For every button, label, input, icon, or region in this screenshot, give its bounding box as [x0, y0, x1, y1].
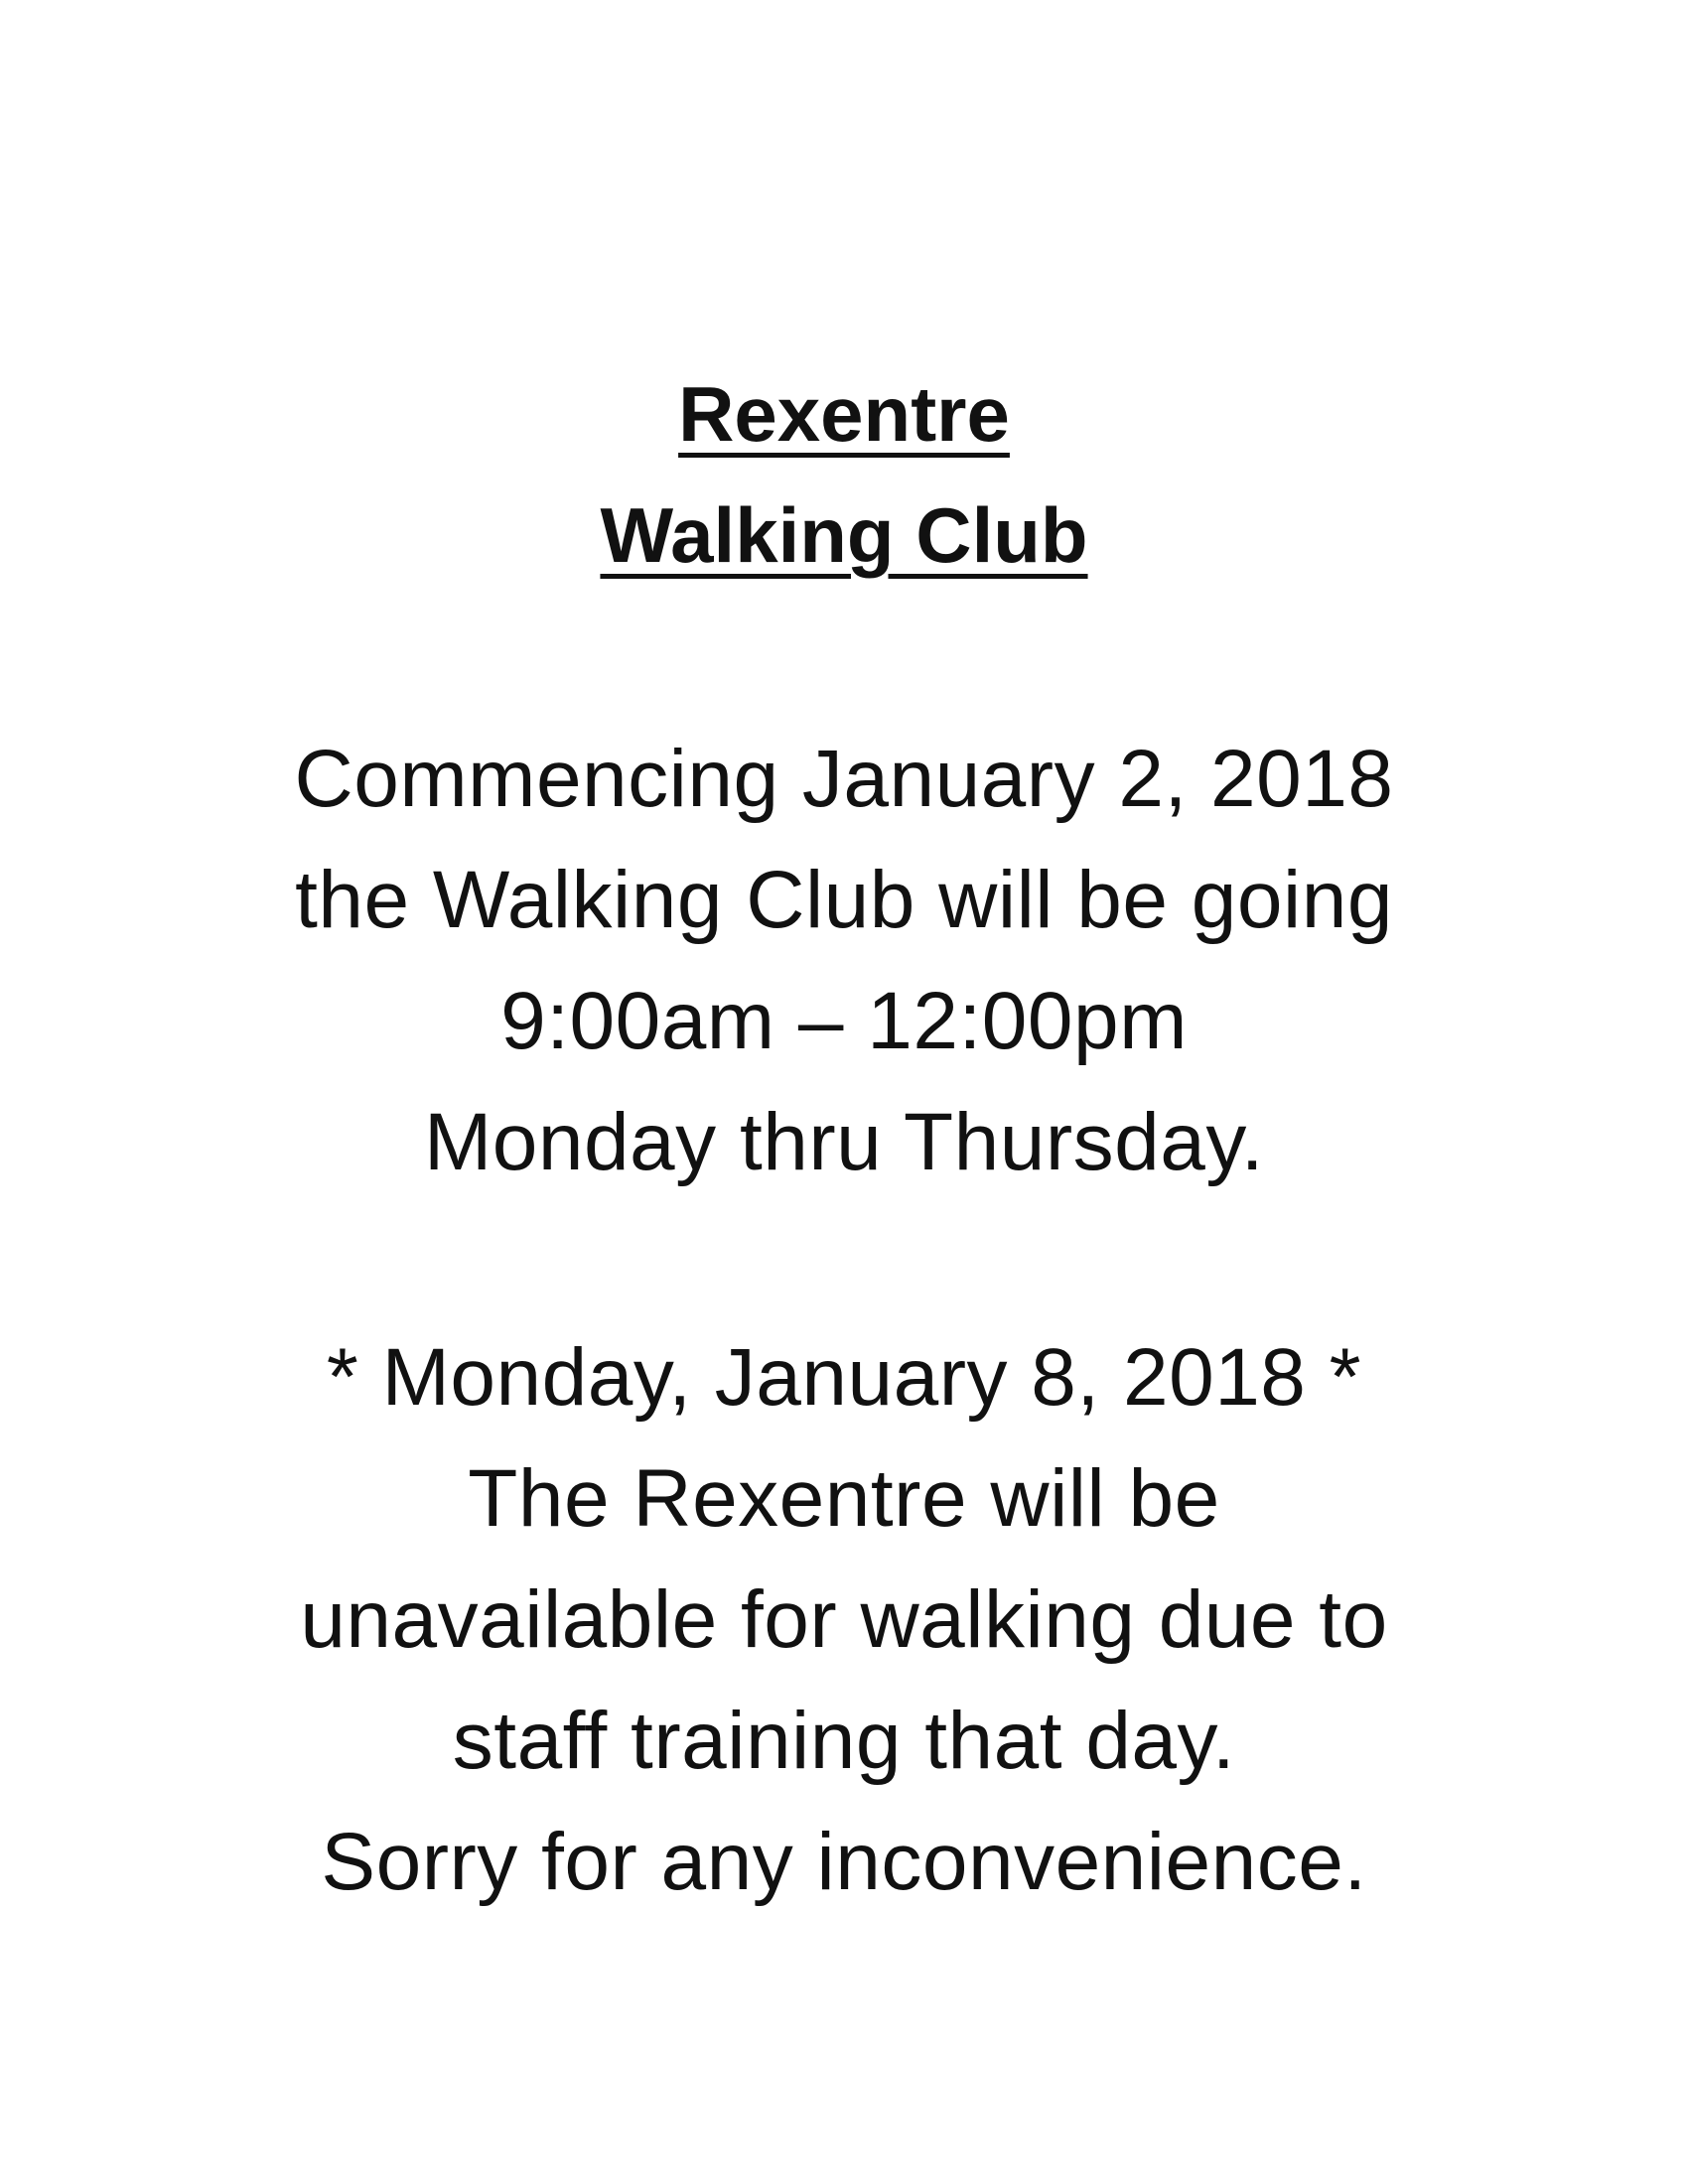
notice-line-training: staff training that day.	[452, 1696, 1236, 1786]
schedule-line-club-going: the Walking Club will be going	[295, 855, 1393, 945]
notice-line-rexentre: The Rexentre will be	[468, 1453, 1220, 1544]
schedule-line-hours: 9:00am – 12:00pm	[500, 976, 1188, 1066]
notice-line-date: * Monday, January 8, 2018 *	[326, 1332, 1362, 1423]
schedule-paragraph	[0, 719, 1688, 1203]
notice-line-unavailable: unavailable for walking due to	[300, 1574, 1388, 1665]
notice-line-apology: Sorry for any inconvenience.	[321, 1817, 1367, 1907]
closure-notice-paragraph	[0, 1317, 1688, 1923]
title-line-rexentre: Rexentre	[678, 370, 1010, 458]
title-line-walking-club: Walking Club	[600, 491, 1088, 579]
schedule-line-start-date: Commencing January 2, 2018	[294, 734, 1394, 824]
schedule-line-days: Monday thru Thursday.	[423, 1097, 1265, 1187]
